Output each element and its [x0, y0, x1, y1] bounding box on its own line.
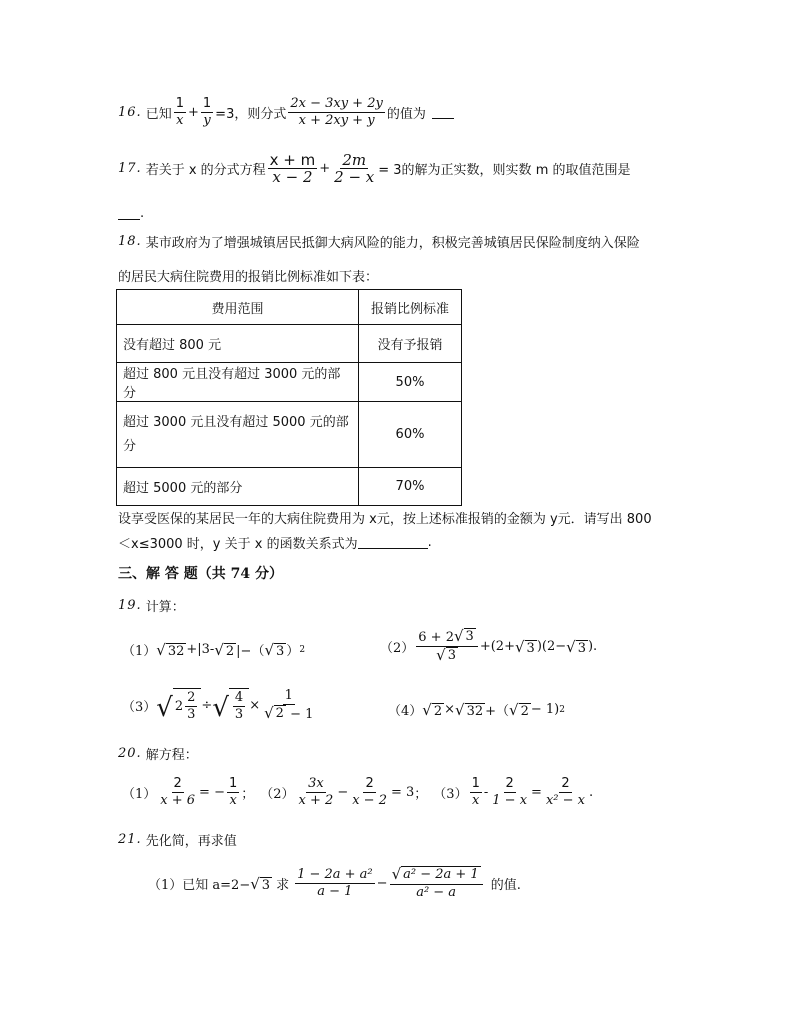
question-number: 20. — [118, 746, 142, 761]
text: ＜x≤3000 时，y 关于 x 的函数关系式为 — [118, 537, 358, 552]
question-19 — [118, 596, 185, 615]
sqrt: √ 2 — [214, 640, 235, 659]
part-tag: （2） — [260, 787, 295, 802]
text: 设享受医保的某居民一年的大病住院费用为 x元，按上述标准报销的金额为 y元．请写出 800 — [118, 512, 652, 527]
question-18-line2 — [118, 266, 378, 285]
q19-part4: （4） √ 2 × √ 32 +（ √ 2 − 1) 2 — [388, 700, 565, 719]
sqrt: √ 3 — [264, 640, 285, 659]
question-number: 18. — [118, 234, 142, 249]
fraction: 1 √ 2 − 1 — [264, 688, 314, 722]
part-tag: （2） — [380, 641, 415, 656]
fraction: $\frac{1}{x}$ — [228, 776, 238, 808]
question-17-blank-line — [118, 206, 144, 221]
fraction: $\frac{2}{1 - x}$ — [492, 776, 528, 808]
table-header-cell: 费用范围 — [117, 290, 359, 325]
table-row — [117, 402, 462, 468]
text: =3，则分式 — [215, 107, 287, 122]
text: 某市政府为了增强城镇居民抵御大病风险的能力，积极完善城镇居民保险制度纳入保险 — [145, 236, 640, 251]
table-row — [117, 468, 462, 506]
fraction: $\frac{2}{x - 2}$ — [352, 776, 387, 808]
table-cell: 70% — [359, 468, 462, 506]
q19-part3: （3） √ 2 $\frac{2}{3}$ ÷ √ $\frac{4}{3}$ × 1 √ 2 − 1 — [122, 688, 314, 723]
part-tag: （1） — [122, 644, 157, 659]
fraction: $\frac{2x - 3xy + 2y}{x + 2xy + y}$ — [290, 96, 383, 128]
question-18-after2 — [118, 533, 432, 552]
table-cell: 超过 3000 元且没有超过 5000 元的部 分 — [117, 402, 359, 468]
sqrt: √ 32 — [156, 640, 185, 659]
question-number: 19. — [118, 598, 142, 613]
table-cell: 没有超过 800 元 — [117, 325, 359, 363]
text: = 3的解为正实数，则实数 m 的取值范围是 — [378, 163, 631, 178]
part-tag: （3） — [122, 700, 157, 715]
text: 计算： — [145, 600, 185, 615]
section-heading: 三、解 答 题（共 74 分） — [118, 566, 283, 582]
question-16 — [118, 96, 454, 129]
q19-part2: （2） 6 + 2 √ 3 √ 3 +(2+ √ 3 )(2− √ 3 ). — [380, 627, 598, 664]
question-number: 17. — [118, 161, 142, 176]
question-number: 16. — [118, 105, 142, 120]
fraction: √ a² − 2a + 1 a² − a — [390, 866, 483, 901]
fraction: $\frac{\text{1 − 2a + a²}}{a - 1}$ — [297, 867, 373, 899]
operator: + — [187, 105, 199, 120]
table-cell: 超过 800 元且没有超过 3000 元的部分 — [117, 363, 359, 402]
part-tag: （3） — [433, 787, 468, 802]
sqrt: √ 2 $\frac{2}{3}$ — [156, 688, 201, 723]
text: 若关于 x 的分式方程 — [145, 163, 266, 178]
table-header-cell: 报销比例标准 — [359, 290, 462, 325]
text: 的值为 — [386, 107, 426, 122]
question-17 — [118, 152, 631, 185]
question-number: 21. — [118, 832, 142, 847]
answer-blank — [358, 536, 428, 549]
fraction: $\frac{1}{y}$ — [202, 96, 212, 128]
part-tag: （4） — [388, 704, 423, 719]
q21-part1: （1）已知 a=2− √ 3 求 $\frac{\text{1 − 2a + a²}}{a - 1}$ − √ a² − 2a + 1 a² − a 的值. — [148, 865, 521, 900]
table-cell: 超过 5000 元的部分 — [117, 468, 359, 506]
question-21 — [118, 830, 237, 849]
answer-blank — [432, 106, 454, 119]
fraction: $\frac{2}{x + 6}$ — [160, 776, 196, 808]
table-row — [117, 290, 462, 325]
part-tag: （1） — [122, 787, 157, 802]
table-cell: 50% — [359, 363, 462, 402]
question-18-after1 — [118, 508, 652, 527]
question-20 — [118, 744, 198, 763]
fraction: $\frac{2m}{2 - x}$ — [334, 151, 375, 186]
fraction: $\frac{1}{x}$ — [175, 96, 184, 128]
q19-part1: （1） √ 32 +|3- √ 2 |−（ √ 3 ） 2 — [122, 640, 306, 659]
fraction: $\frac{1}{x}$ — [471, 776, 480, 808]
table-row — [117, 363, 462, 402]
text: 已知 — [145, 107, 172, 122]
answer-blank — [118, 207, 140, 220]
q20-equations: （1） $\frac{2}{x + 6}$ = − $\frac{1}{x}$ ； （2） $\frac{3x}{x + 2}$ − $\frac{2}{x - 2}$ = 3 ； （3） $\frac{1}{x}$ - $\frac{2}{1 - x}$ = $\frac{2}{\text{x² − x}}$ . — [122, 776, 594, 808]
question-18 — [118, 232, 640, 251]
fraction: $\frac{3x}{x + 2}$ — [298, 776, 334, 808]
text: 解方程： — [145, 748, 198, 763]
fraction: $\frac{x + m}{x - 2}$ — [269, 151, 316, 186]
text: 先化简，再求值 — [145, 834, 237, 849]
reimbursement-table — [116, 289, 462, 506]
sqrt: √ $\frac{4}{3}$ — [212, 688, 249, 723]
table-cell: 没有予报销 — [359, 325, 462, 363]
fraction: $\frac{2}{\text{x² − x}}$ — [545, 776, 585, 808]
table-cell: 60% — [359, 402, 462, 468]
table-row — [117, 325, 462, 363]
operator: + — [319, 161, 331, 176]
fraction: 6 + 2 √ 3 √ 3 — [416, 628, 478, 665]
period: . — [427, 535, 432, 550]
period: . — [140, 206, 145, 221]
text: 的居民大病住院费用的报销比例标准如下表： — [118, 270, 379, 285]
part-tag: （1）已知 a=2− — [148, 878, 251, 893]
